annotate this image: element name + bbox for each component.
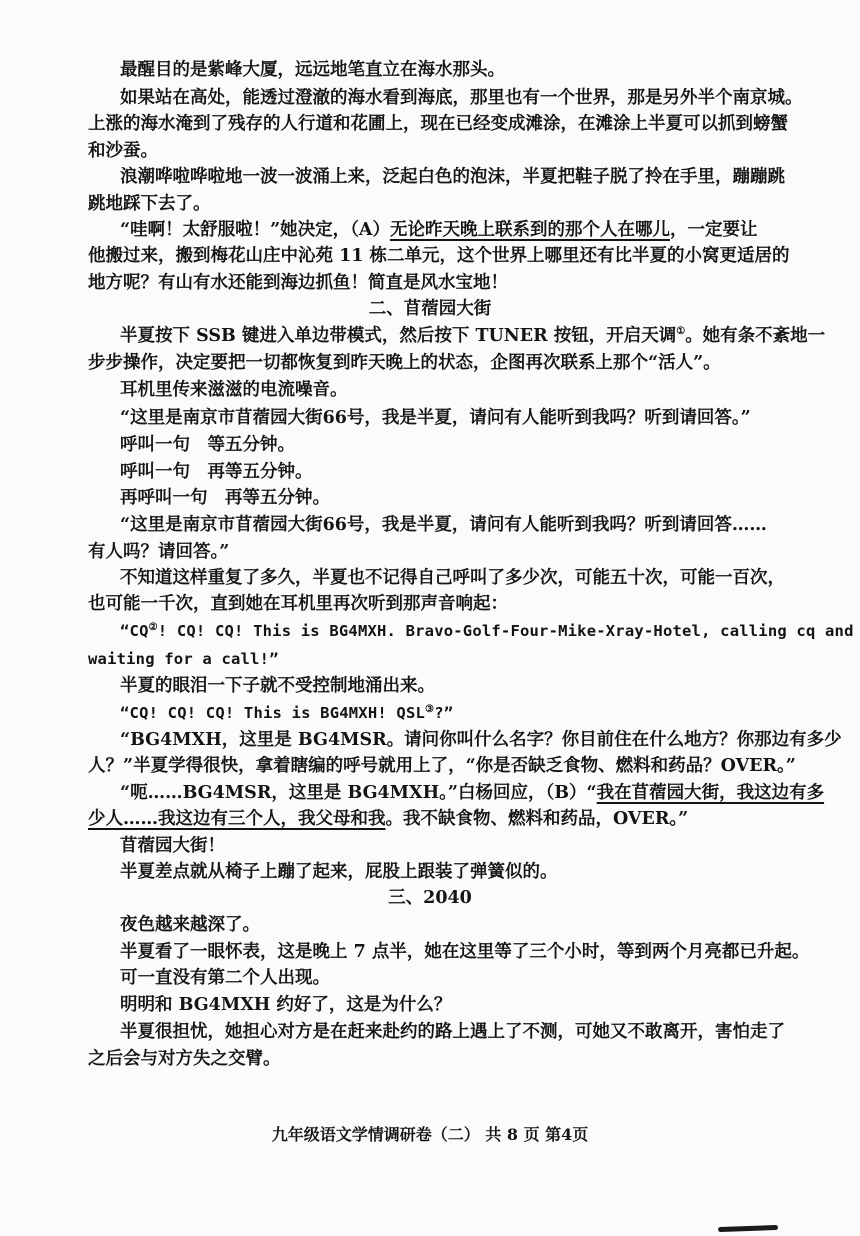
paragraph-line-with-underline-a [0,216,860,244]
paragraph-line: 跳地踩下去了。 [88,194,211,214]
paragraph-line: 有人吗？请回答。” [88,542,230,562]
section-heading-2: 二、苜蓿园大街 [368,299,492,319]
paragraph-line: 半夏看了一眼怀表，这是晚上 7 点半，她在这里等了三个小时，等到两个月亮都已升起。 [120,942,810,962]
paragraph-line: 之后会与对方失之交臂。 [88,1049,281,1069]
paragraph-line: “BG4MXH，这里是 BG4MSR。请问你叫什么名字？你目前住在什么地方？你那边有多少 [120,730,842,750]
paragraph-line: 再呼叫一句 再等五分钟。 [120,488,330,508]
paragraph-line: 也可能一千次，直到她在耳机里再次听到那声音响起： [88,594,508,614]
paragraph-line: 如果站在高处，能透过澄澈的海水看到海底，那里也有一个世界，那是另外半个南京城。 [120,88,803,108]
paragraph-line: 上涨的海水淹到了残存的人行道和花圃上，现在已经变成滩涂，在滩涂上半夏可以抓到螃蟹 [88,114,788,134]
paragraph-line: “这里是南京市苜蓿园大街66号，我是半夏，请问有人能听到我吗？听到请回答…… [120,515,767,535]
footnote-marker: ③ [425,703,435,715]
text-run: 。她有条不紊地一 [685,326,826,346]
paragraph-line: 夜色越来越深了。 [120,915,260,935]
text-run: “哇啊！太舒服啦！”她决定，（A） [120,220,390,240]
text-run: “CQ [120,622,149,640]
paragraph-line: 浪潮哗啦哗啦地一波一波涌上来，泛起白色的泡沫，半夏把鞋子脱了拎在手里，蹦蹦跳 [120,167,785,187]
underlined-sentence-b: 我在苜蓿园大街，我这边有多 [596,783,825,803]
scan-mark [718,1225,778,1232]
text-run: “呃……BG4MSR，这里是 BG4MXH。”白杨回应，（B）“ [120,783,597,803]
paragraph-line: 步步操作，决定要把一切都恢复到昨天晚上的状态，企图再次联系上那个“活人”。 [88,353,721,373]
underlined-sentence-a: 无论昨天晚上联系到的那个人在哪儿 [389,220,670,240]
paragraph-line: 耳机里传来滋滋的电流噪音。 [120,380,348,400]
section-heading-3: 三、2040 [388,888,472,908]
paragraph-line: 最醒目的是紫峰大厦，远远地笔直立在海水那头。 [120,60,505,80]
paragraph-line-with-underline-b [0,779,860,807]
paragraph-line: 半夏很担忧，她担心对方是在赶来赴约的路上遇上了不测，可她又不敢离开，害怕走了 [120,1022,785,1042]
paragraph-line: 他搬过来，搬到梅花山庄中沁苑 11 栋二单元，这个世界上哪里还有比半夏的小窝更适居的 [88,246,790,266]
footnote-marker: ① [676,326,686,338]
paragraph-line: 和沙蚕。 [88,141,158,161]
text-run: 。我不缺食物、燃料和药品，OVER。” [385,809,689,829]
paragraph-line: 苜蓿园大街！ [120,836,225,856]
paragraph-line: 半夏差点就从椅子上蹦了起来，屁股上跟装了弹簧似的。 [120,862,558,882]
paragraph-line: 可一直没有第二个人出现。 [120,968,330,988]
footnote-marker: ② [148,621,158,633]
paragraph-line: 半夏的眼泪一下子就不受控制地涌出来。 [120,676,435,696]
paragraph-line [0,322,860,350]
paragraph-line-radio-call [0,699,860,727]
paragraph-line: 呼叫一句 再等五分钟。 [120,462,313,482]
underlined-sentence-b: 少人……我这边有三个人，我父母和我 [88,809,386,829]
paragraph-line: 地方呢？有山有水还能到海边抓鱼！简直是风水宝地！ [88,273,508,293]
text-run: ?” [434,704,454,722]
paragraph-line-with-underline-b [0,805,860,833]
paragraph-line: “这里是南京市苜蓿园大街66号，我是半夏，请问有人能听到我吗？听到请回答。” [120,408,751,428]
paragraph-line: 呼叫一句 等五分钟。 [120,435,295,455]
text-run: ，一定要让 [669,220,758,240]
paragraph-line-radio-call [0,617,860,645]
text-run: 半夏按下 SSB 键进入单边带模式，然后按下 TUNER 按钮，开启天调 [120,326,677,346]
paragraph-line: 人？”半夏学得很快，拿着瞎编的呼号就用上了，“你是否缺乏食物、燃料和药品？OVER。” [88,756,796,776]
text-run: ! CQ! CQ! This is BG4MXH. Bravo-Golf-Four-Mike-Xray-Hotel, calling cq and [157,622,854,640]
paragraph-line: 不知道这样重复了多久，半夏也不记得自己呼叫了多少次，可能五十次，可能一百次， [120,568,785,588]
paragraph-line-radio-call: waiting for a call!” [88,650,279,668]
text-run: “CQ! CQ! CQ! This is BG4MXH! QSL [120,704,426,722]
page-footer: 九年级语文学情调研卷（二） 共 8 页 第4页 [271,1125,589,1144]
paragraph-line: 明明和 BG4MXH 约好了，这是为什么？ [120,995,452,1015]
